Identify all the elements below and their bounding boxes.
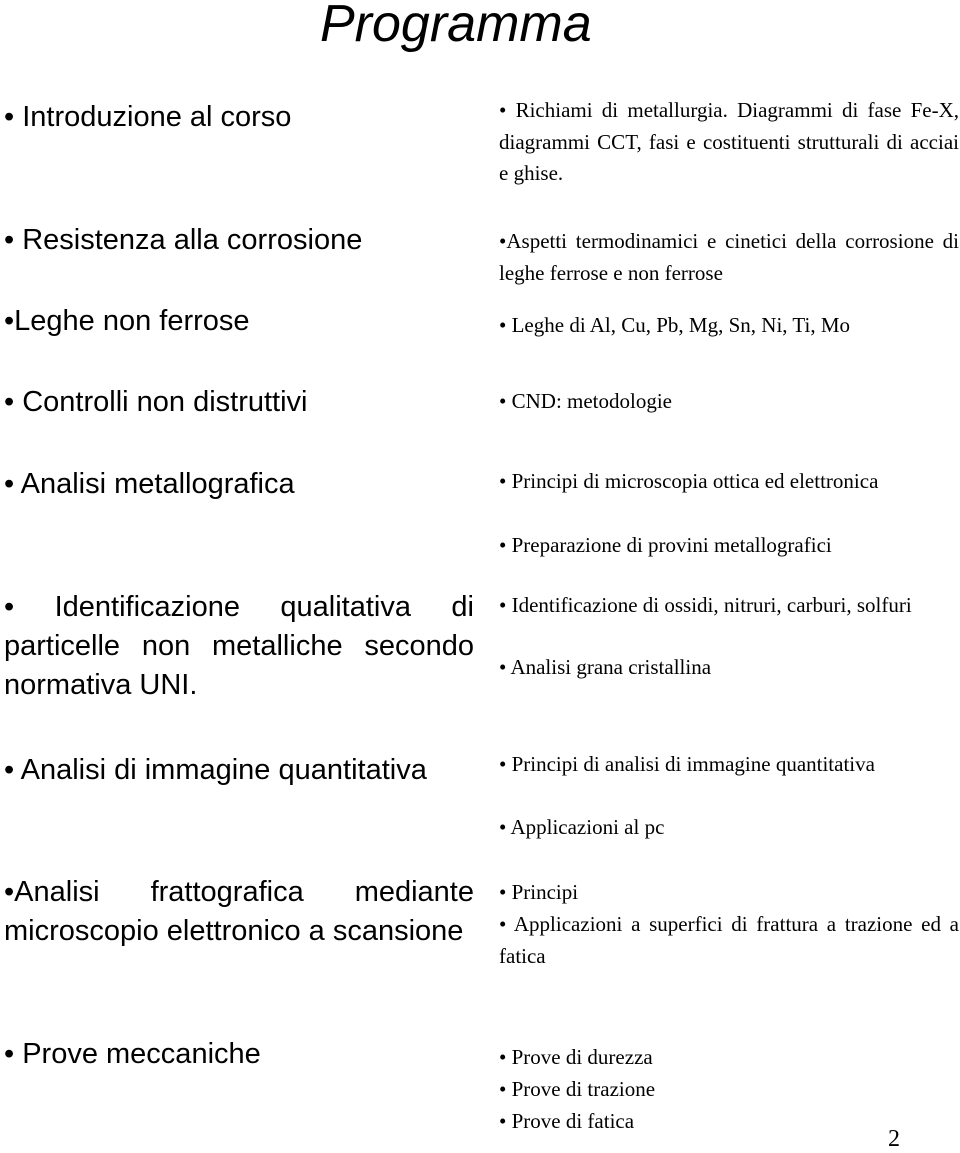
topic-identificazione-particelle: • Identificazione qualitativa di particelle non metalliche secondo normativa UNI. — [4, 591, 474, 701]
page-title: Programma — [320, 0, 592, 53]
topic-corrosione: • Resistenza alla corrosione — [4, 224, 363, 256]
topic-analisi-immagine: • Analisi di immagine quantitativa — [4, 754, 427, 786]
detail-microscopia: • Principi di microscopia ottica ed elettronica — [499, 469, 879, 493]
detail-prove-trazione: • Prove di trazione — [499, 1077, 656, 1101]
topic-introduzione: • Introduzione al corso — [4, 101, 292, 133]
detail-applicazioni-pc: • Applicazioni al pc — [499, 815, 665, 839]
detail-corrosione: •Aspetti termodinamici e cinetici della corrosione di leghe ferrose e non ferrose — [499, 229, 959, 285]
detail-principi-analisi-immagine: • Principi di analisi di immagine quantitativa — [499, 752, 875, 776]
detail-applicazioni-frattura: • Applicazioni a superfici di frattura a trazione ed a fatica — [499, 912, 959, 968]
detail-leghe: • Leghe di Al, Cu, Pb, Mg, Sn, Ni, Ti, Mo — [499, 313, 851, 337]
detail-principi: • Principi — [499, 880, 579, 904]
detail-prove-fatica: • Prove di fatica — [499, 1109, 635, 1133]
topic-analisi-metallografica: • Analisi metallografica — [4, 468, 295, 500]
page-number: 2 — [888, 1126, 900, 1152]
detail-metallurgia: • Richiami di metallurgia. Diagrammi di fase Fe-X, diagrammi CCT, fasi e costituenti strutturali di acciai e ghise. — [499, 98, 959, 185]
topic-controlli-non-distruttivi: • Controlli non distruttivi — [4, 386, 308, 418]
detail-preparazione-provini: • Preparazione di provini metallografici — [499, 533, 832, 557]
topic-leghe-non-ferrose: •Leghe non ferrose — [4, 305, 250, 337]
topic-analisi-frattografica: •Analisi frattografica mediante microscopio elettronico a scansione — [4, 876, 474, 947]
topic-prove-meccaniche: • Prove meccaniche — [4, 1038, 261, 1070]
detail-identificazione-ossidi: • Identificazione di ossidi, nitruri, carburi, solfuri — [499, 593, 912, 617]
detail-prove-durezza: • Prove di durezza — [499, 1045, 653, 1069]
detail-grana-cristallina: • Analisi grana cristallina — [499, 655, 712, 679]
detail-cnd: • CND: metodologie — [499, 389, 673, 413]
